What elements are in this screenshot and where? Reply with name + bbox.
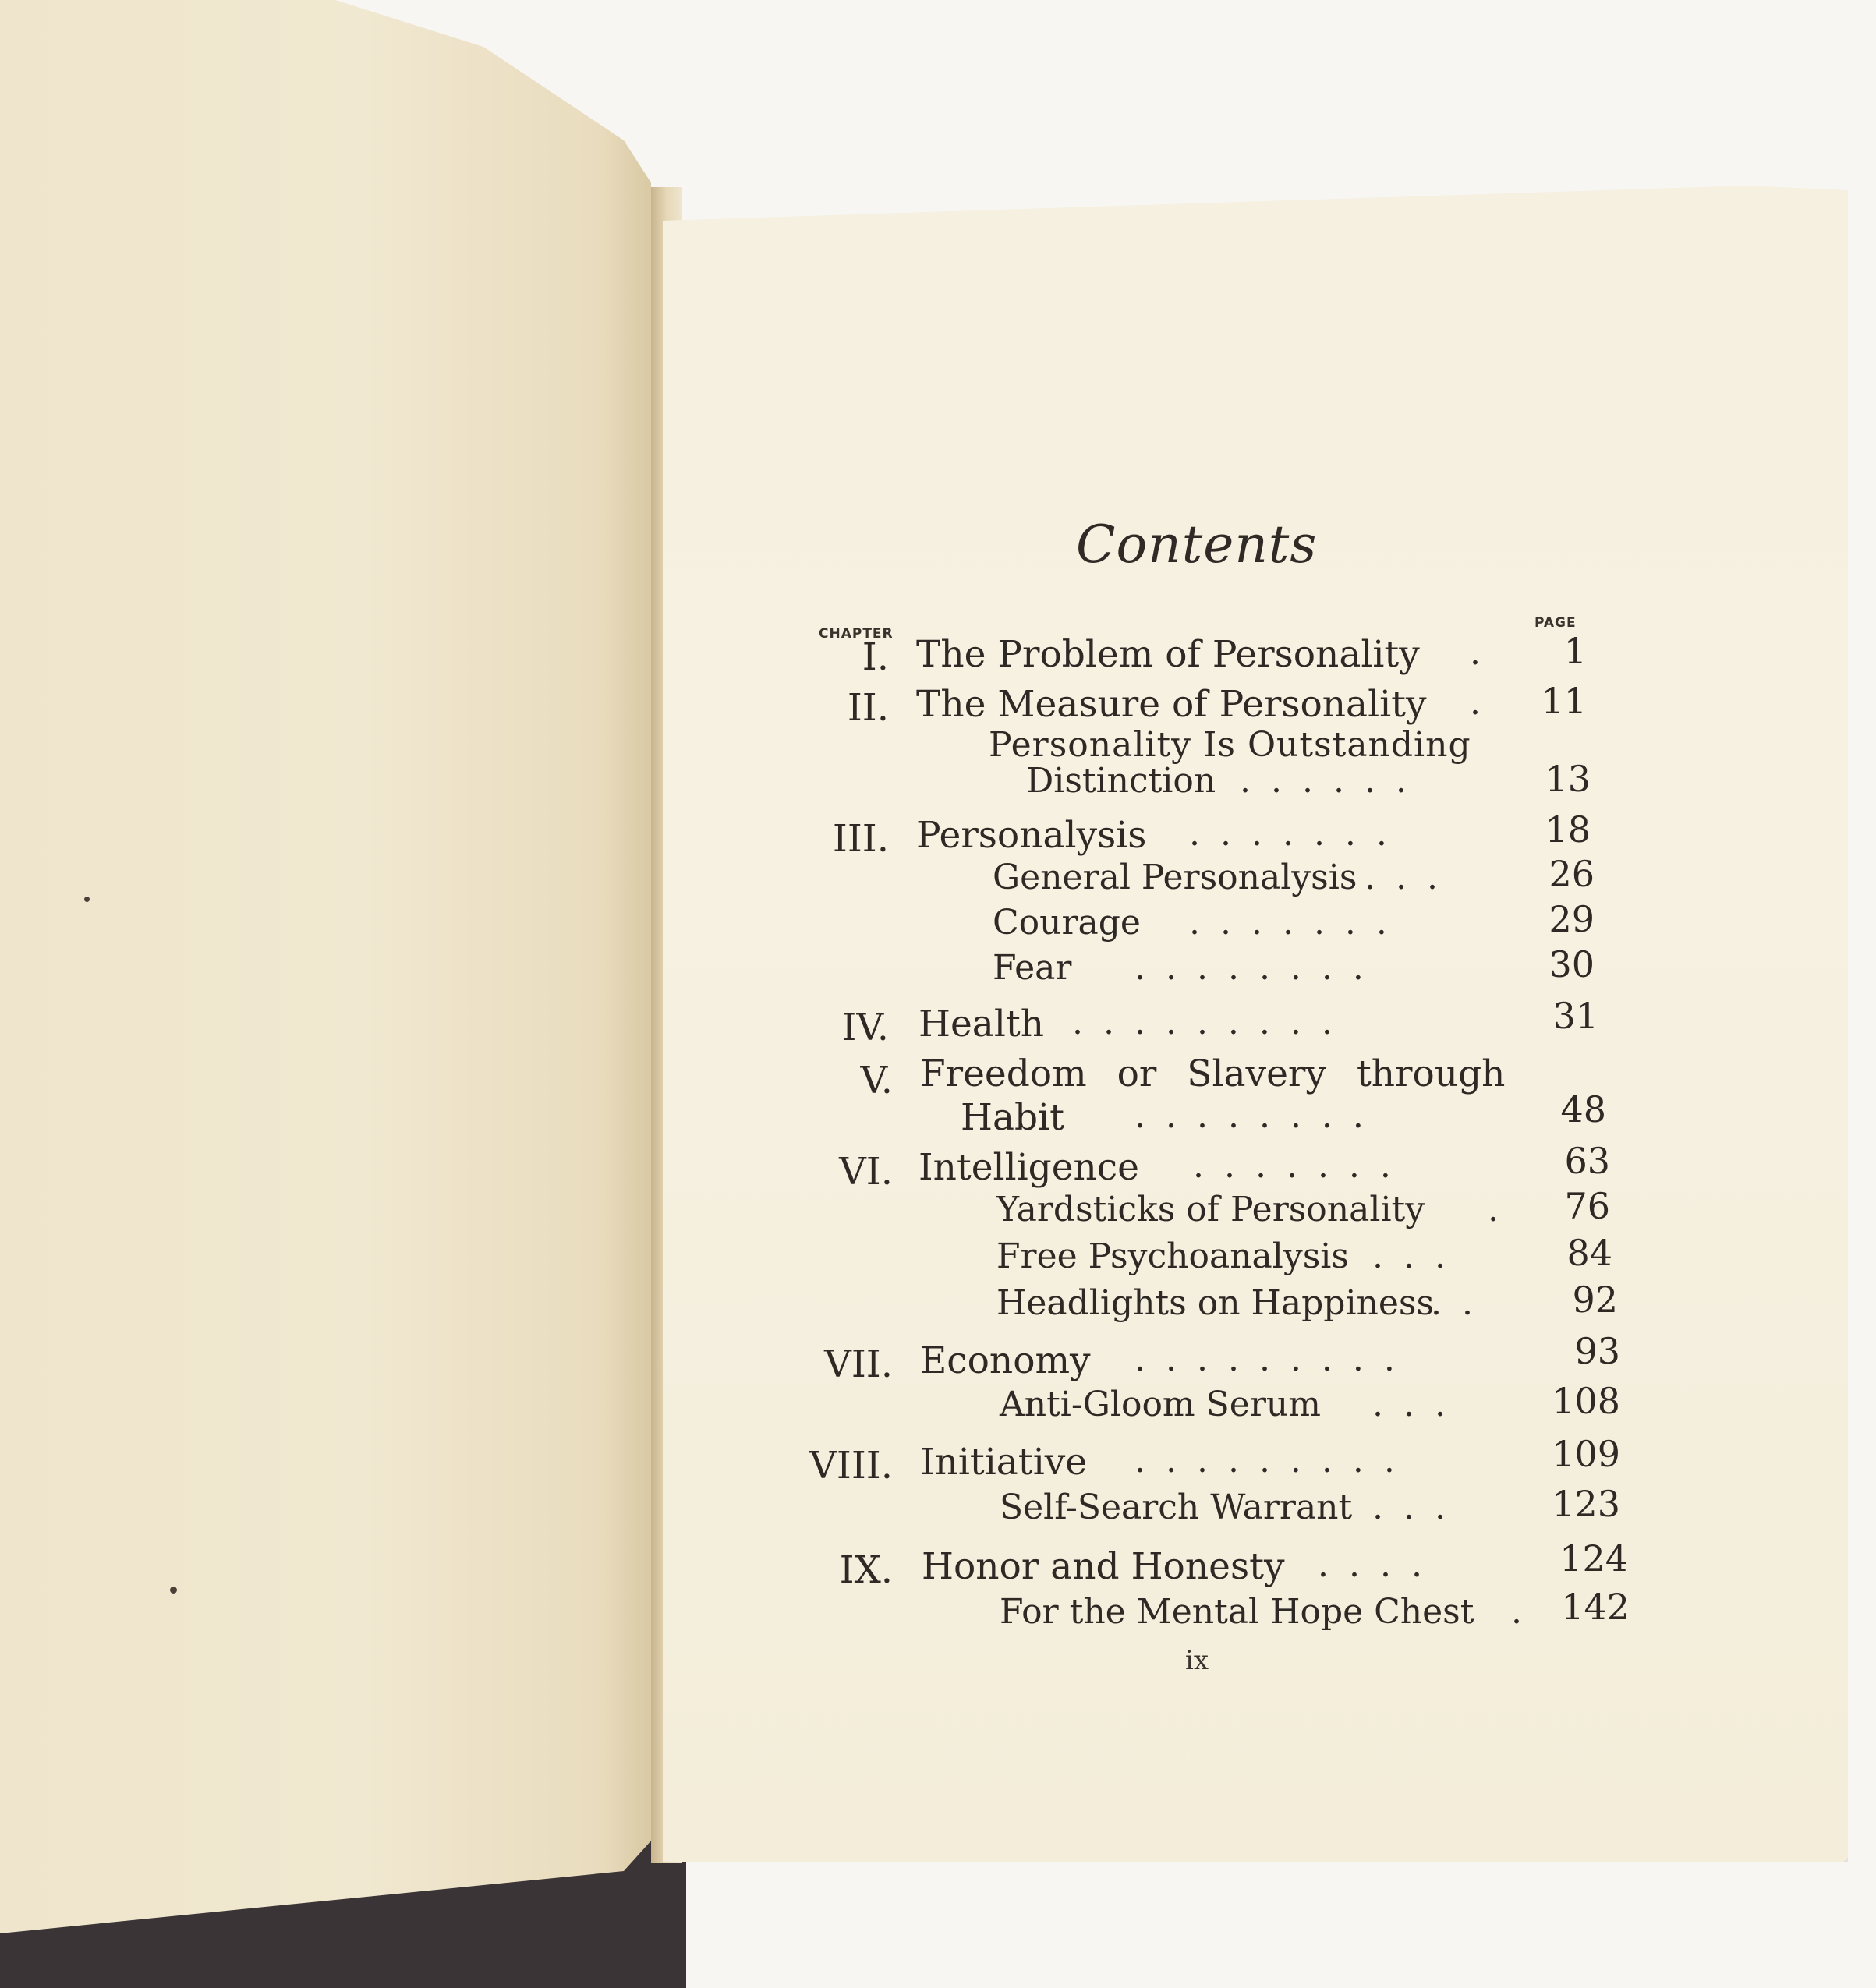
chapter-title: Economy bbox=[920, 1339, 1091, 1382]
chapter-title-continued: Habit bbox=[961, 1096, 1065, 1139]
page-number: 84 bbox=[1566, 1232, 1612, 1274]
leader-dots: ....... bbox=[1189, 814, 1407, 854]
page-number: 92 bbox=[1572, 1279, 1618, 1321]
chapter-title: The Measure of Personality bbox=[916, 683, 1427, 726]
leader-dots: ... bbox=[1372, 1236, 1466, 1276]
paper-speck bbox=[170, 1587, 177, 1594]
leader-dots: . bbox=[1470, 683, 1501, 723]
page-number: 26 bbox=[1549, 853, 1595, 895]
section-title: Self-Search Warrant bbox=[1000, 1487, 1353, 1527]
leader-dots: . bbox=[1470, 633, 1501, 673]
leader-dots: .... bbox=[1318, 1545, 1442, 1585]
page-number: 48 bbox=[1560, 1088, 1606, 1130]
section-title: For the Mental Hope Chest bbox=[1000, 1592, 1474, 1632]
page-number: 13 bbox=[1545, 758, 1591, 800]
chapter-title: The Problem of Personality bbox=[916, 633, 1420, 676]
section-title: Free Psychoanalysis bbox=[996, 1236, 1349, 1276]
leader-dots: ....... bbox=[1189, 903, 1407, 943]
leader-dots: ... bbox=[1372, 1487, 1466, 1527]
chapter-number: V. bbox=[860, 1059, 893, 1102]
section-title: Courage bbox=[993, 903, 1141, 943]
page-folio: ix bbox=[1185, 1645, 1209, 1676]
page-number: 108 bbox=[1552, 1380, 1620, 1422]
chapter-number: IV. bbox=[841, 1006, 889, 1049]
leader-dots: ......... bbox=[1072, 1003, 1353, 1042]
page-number: 18 bbox=[1545, 808, 1591, 851]
leader-dots: . bbox=[1511, 1592, 1542, 1632]
leader-dots: ... bbox=[1365, 858, 1458, 897]
chapter-number: I. bbox=[862, 635, 889, 679]
chapter-number: IX. bbox=[839, 1548, 893, 1592]
page-title: Contents bbox=[1076, 515, 1318, 575]
chapter-title: Honor and Honesty bbox=[922, 1545, 1285, 1588]
chapter-number: VI. bbox=[839, 1150, 893, 1194]
section-title: Anti-Gloom Serum bbox=[1000, 1385, 1321, 1424]
chapter-title: Initiative bbox=[920, 1441, 1088, 1484]
chapter-title: Health bbox=[919, 1003, 1045, 1045]
paper-speck bbox=[84, 897, 90, 902]
page-number: 31 bbox=[1552, 995, 1598, 1037]
page-number: 93 bbox=[1574, 1330, 1620, 1372]
leader-dots: . bbox=[1488, 1190, 1519, 1229]
leader-dots: ......... bbox=[1134, 1441, 1415, 1480]
leader-dots: ...... bbox=[1240, 761, 1427, 801]
page-column-label: PAGE bbox=[1534, 615, 1577, 631]
section-title: General Personalysis bbox=[993, 858, 1357, 897]
leader-dots: ........ bbox=[1134, 1096, 1384, 1136]
page-number: 29 bbox=[1549, 898, 1595, 940]
page-number: 76 bbox=[1564, 1185, 1610, 1227]
page-number: 63 bbox=[1564, 1140, 1610, 1182]
page-number: 124 bbox=[1559, 1537, 1628, 1579]
page-number: 109 bbox=[1552, 1433, 1620, 1475]
leader-dots: ... bbox=[1372, 1385, 1466, 1424]
chapter-title: Intelligence bbox=[919, 1146, 1139, 1189]
chapter-number: III. bbox=[832, 817, 889, 861]
leader-dots: ........ bbox=[1134, 948, 1384, 988]
page-number: 11 bbox=[1541, 680, 1587, 722]
leader-dots: .. bbox=[1431, 1283, 1493, 1323]
chapter-number: VII. bbox=[824, 1342, 893, 1386]
chapter-number: VIII. bbox=[809, 1444, 893, 1487]
section-title: Yardsticks of Personality bbox=[996, 1190, 1425, 1229]
section-title: Fear bbox=[993, 948, 1072, 988]
chapter-title: Personalysis bbox=[916, 814, 1147, 857]
chapter-title: Freedom or Slavery through bbox=[920, 1052, 1506, 1095]
chapter-column-label: CHAPTER bbox=[819, 626, 894, 642]
page-number: 142 bbox=[1561, 1586, 1630, 1628]
section-title: Personality Is Outstanding bbox=[989, 725, 1471, 765]
section-title: Headlights on Happiness bbox=[996, 1283, 1435, 1323]
chapter-number: II. bbox=[847, 686, 889, 730]
leader-dots: ......... bbox=[1134, 1339, 1415, 1379]
section-title-continued: Distinction bbox=[1026, 761, 1216, 801]
page-number: 1 bbox=[1563, 630, 1587, 672]
page-number: 123 bbox=[1552, 1483, 1620, 1525]
page-number: 30 bbox=[1549, 943, 1595, 985]
leader-dots: ....... bbox=[1193, 1146, 1411, 1186]
left-page bbox=[0, 0, 651, 1933]
